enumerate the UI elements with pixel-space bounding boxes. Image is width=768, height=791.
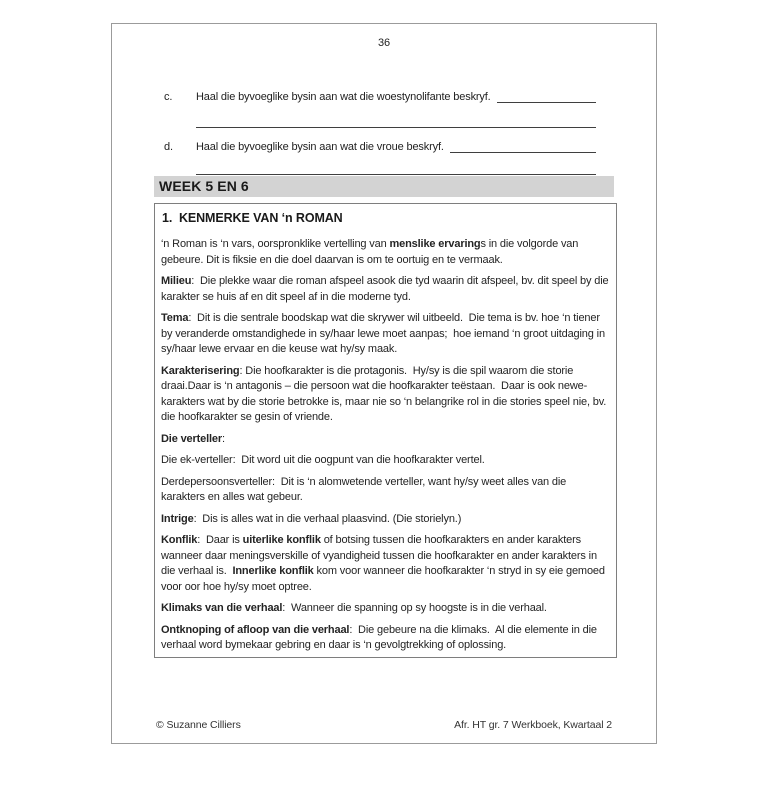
paragraph-milieu: Milieu: Die plekke waar die roman afspeel asook die tyd waarin dit afspeel, bv. dit speel by die karakter se huis af en dit speel af in die moderne tyd. <box>161 275 612 303</box>
paragraph-die-verteller: Die verteller: <box>161 432 225 445</box>
answer-line <box>196 174 596 175</box>
answer-blank-inline <box>450 140 596 153</box>
paragraph-tema: Tema: Dit is die sentrale boodskap wat die skrywer wil uitbeeld. Die tema is bv. hoe ‘n tiener by veranderde omstandighede in sy/haar lewe moet aanpas; hoe iemand ‘n groot uitdaging in sy/haar lewe ervaar en die keuse wat hy/sy maak. <box>161 312 608 355</box>
paragraph-karakterisering: Karakterisering: Die hoofkarakter is die protagonis. Hy/sy is die spil waarom die storie draai.Daar is ‘n antagonis – die persoon wat die hoofkarakter teëstaan. Daar is ook newe-karakters wat by die storie betrokke is, maar nie so ‘n belangrike rol in die stories speel nie, bv. die hoofkarakter se gesin of vriende. <box>161 364 610 423</box>
copyright-text: © Suzanne Cilliers <box>156 719 241 731</box>
page-footer <box>156 719 612 731</box>
paragraph-klimaks: Klimaks van die verhaal: Wanneer die spanning op sy hoogste is in die verhaal. <box>161 602 547 614</box>
question-label: d. <box>164 141 173 153</box>
section-title: 1. KENMERKE VAN ‘n ROMAN <box>162 211 343 225</box>
answer-blank-inline <box>497 90 596 103</box>
answer-line <box>196 127 596 128</box>
section-box <box>154 203 617 658</box>
paragraph-roman-intro: ‘n Roman is ‘n vars, oorspronklike vertelling van menslike ervarings in die volgorde van gebeure. Dit is fiksie en die doel daarvan is om te oortuig en te vermaak. <box>161 238 582 266</box>
paragraph-intrige: Intrige: Dis is alles wat in die verhaal plaasvind. (Die storielyn.) <box>161 512 462 525</box>
paragraph-ek-verteller: Die ek-verteller: Dit word uit die oogpunt van die hoofkarakter vertel. <box>161 454 485 466</box>
paragraph-derdepersoonsverteller: Derdepersoonsverteller: Dit is ‘n alomwetende verteller, want hy/sy weet alles van die karakters en alles wat gebeur. <box>161 475 570 503</box>
question-text: Haal die byvoeglike bysin aan wat die woestynolifante beskryf. <box>196 91 491 103</box>
paragraph-konflik: Konflik: Daar is uiterlike konflik of botsing tussen die hoofkarakters en ander karakters wanneer daar meningsverskille of vyandigheid tussen die hoofkarakter en ander karakters in die verhaal is. Innerlike konflik kom voor wanneer die hoofkarakter ‘n stryd in sy eie gemoed voor oor hoe hy/sy moet optree. <box>161 534 608 593</box>
question-row-c <box>164 90 596 105</box>
page-number: 36 <box>377 37 391 49</box>
book-title-text: Afr. HT gr. 7 Werkboek, Kwartaal 2 <box>454 719 612 731</box>
week-header-bar: WEEK 5 EN 6 <box>154 176 614 197</box>
question-label: c. <box>164 91 173 103</box>
question-text: Haal die byvoeglike bysin aan wat die vroue beskryf. <box>196 141 444 153</box>
worksheet-page <box>111 23 657 744</box>
question-row-d <box>164 140 596 155</box>
paragraph-ontknoping: Ontknoping of afloop van die verhaal: Die gebeure na die klimaks. Al die elemente in die verhaal word bymekaar gebring en daar is ‘n gevolgtrekking of oplossing. <box>161 623 600 651</box>
